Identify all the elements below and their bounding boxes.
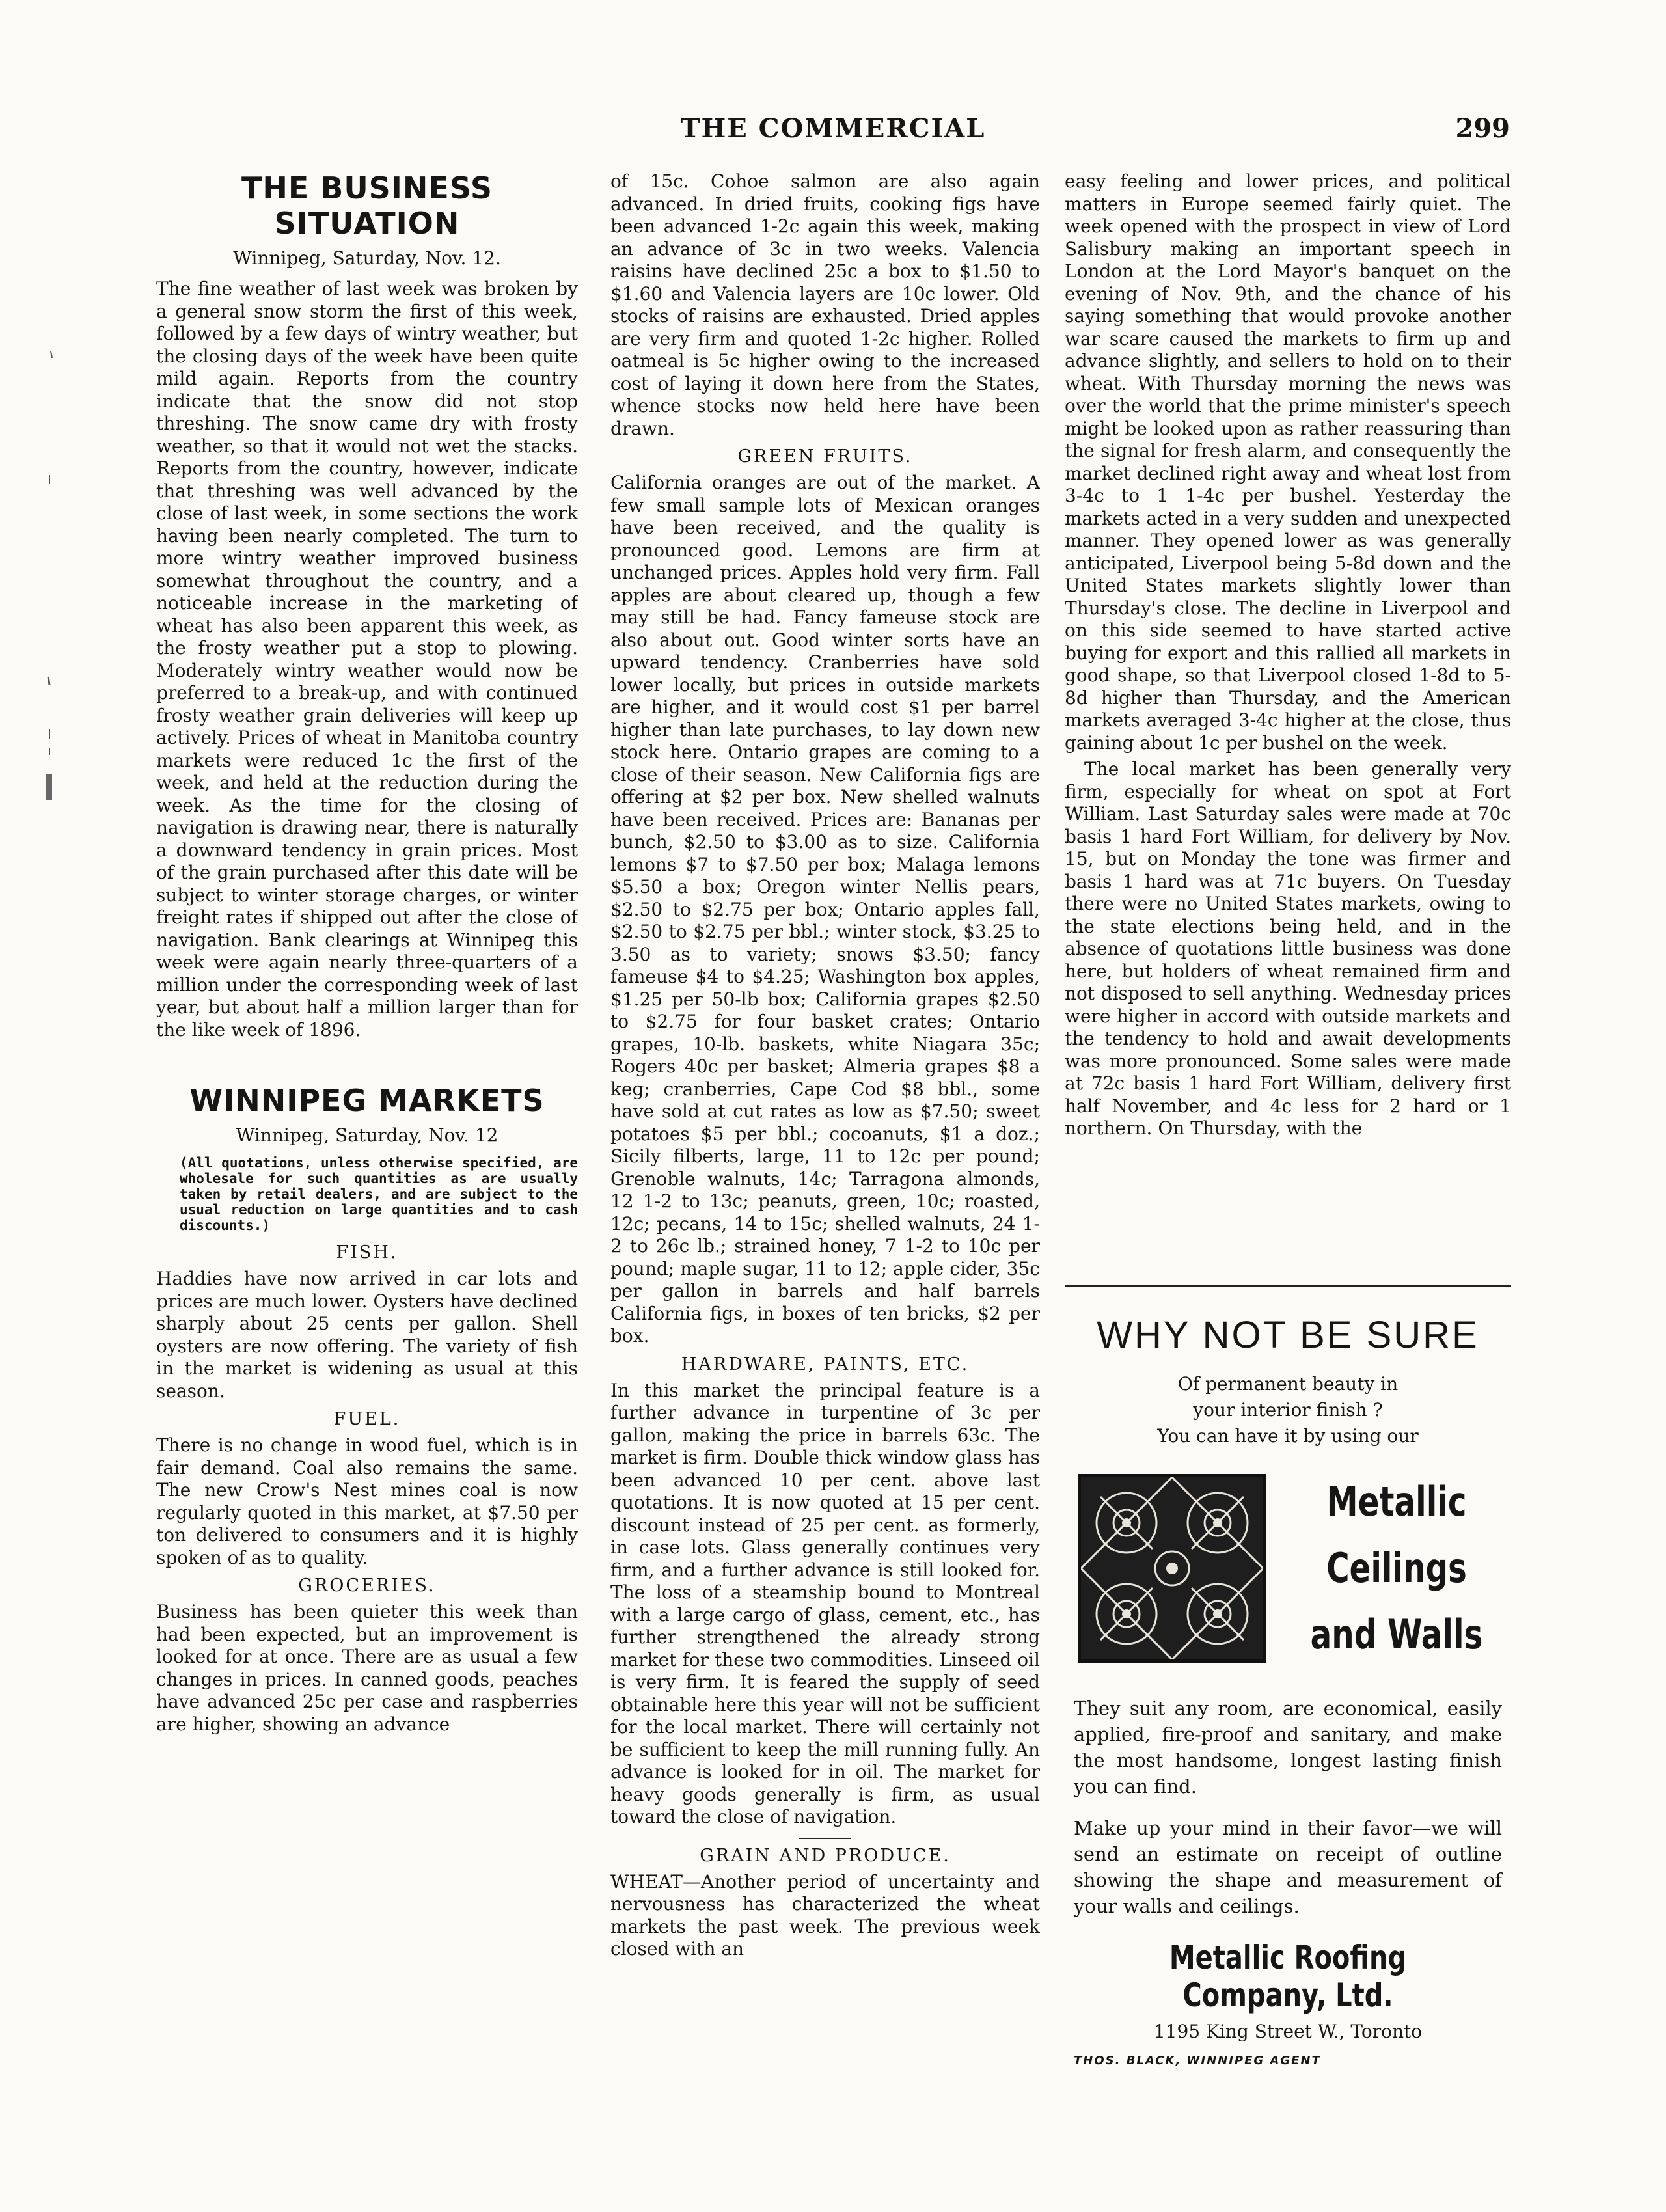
fuel-text: There is no change in wood fuel, which is in fair demand. Coal also remains the same. The new Crow's Nest mines coal is now regularly quoted in this market, at $7.50 per ton delivered to consumers and it is highly spoken of as to quality.: [156, 1434, 578, 1568]
section-gap: [156, 1045, 578, 1083]
margin-marks-icon: [36, 325, 62, 846]
local-market-text: The local market has been generally very firm, especially for wheat on spot at Fort William. Last Saturday sales were made at 70c basis 1 hard Fort William, for delivery by Nov. 15, but on Monday the tone was firmer and basis 1 hard was at 71c buyers. On Tuesday there were no United States markets, owing to the state elections being held, and in the absence of quotations little business was done here, but holders of wheat remained firm and not disposed to sell anything. Wednesday prices were higher in accord with outside markets and the tendency to hold and await developments was more pronounced. Some sales were made at 72c basis 1 hard Fort William, delivery first half November, and 4c less for 2 hard or 1 northern. On Thursday, with the: [1065, 758, 1511, 1139]
pressed-tin-ceiling-pattern-icon: [1078, 1474, 1266, 1663]
ad-agent: THOS. BLACK, WINNIPEG AGENT: [1074, 2054, 1321, 2068]
green-fruits-text: California oranges are out of the market. A few small sample lots of Mexican oranges have been received, and the quality is pronounced good. Lemons are firm at unchanged prices. Apples hold very firm. Fall apples are about cleared up, though a few may still be had. Fancy fameuse stock are also about out. Good winter sorts have an upward tendency. Cranberries have sold lower locally, but prices in outside markets are higher, and it would cost $1 per barrel higher than late purchases, to lay down new stock here. Ontario grapes are coming to a close of their season. New California figs are offering at $2 per box. New shelled walnuts have been received. Prices are: Bananas per bunch, $2.50 to $3.00 as to size. California lemons $7 to $7.50 per box; Malaga lemons $5.50 a box; Oregon winter Nellis pears, $2.50 to $2.75 per box; Ontario apples fall, $2.50 to $2.75 per bbl.; winter stock, $3.25 to 3.50 as to variety; snows $3.50; fancy fameuse $4 to $4.25; Washington box apples, $1.25 per 50-lb box; California grapes $2.50 to $2.75 for four basket crates; Ontario grapes, 10-lb. baskets, white Niagara 35c; Rogers 40c per basket; Almeria grapes $8 a keg; cranberries, Cape Cod $8 bbl., some have sold at cut rates as low as $7.50; sweet potatoes $5 per bbl.; cocoanuts, $1 a doz.; Sicily filberts, large, 11 to 12c per pound; Grenoble walnuts, 14c; Tarragona almonds, 12 1-2 to 13c; peanuts, green, 10c; roasted, 12c; pecans, 14 to 15c; shelled walnuts, 24 1-2 to 26c lb.; strained honey, 7 1-2 to 10c per pound; maple sugar, 11 to 12; apple cider, 35c per gallon in barrels and half barrels California figs, in boxes of ten bricks, $2 per box.: [610, 472, 1040, 1346]
grain-produce-subheading: GRAIN AND PRODUCE.: [700, 1845, 951, 1866]
business-situation-dateline: Winnipeg, Saturday, Nov. 12.: [233, 247, 501, 269]
ad-body-paragraph-1: They suit any room, are economical, easily applied, fire-proof and sanitary, and make the most handsome, longest lasting finish you can find.: [1074, 1697, 1502, 1797]
ad-body: [1074, 1695, 1502, 1919]
fish-text: Haddies have now arrived in car lots and prices are much lower. Oysters have declined sharply about 25 cents per gallon. Shell oysters are now offering. The variety of fish in the market is widening as usual at this season.: [156, 1268, 578, 1402]
green-fruits-subheading: GREEN FRUITS.: [737, 446, 913, 467]
ad-product-line-2: Ceilings: [1326, 1544, 1467, 1592]
ad-lead: [1065, 1371, 1511, 1449]
ad-lead-line-1: Of permanent beauty in: [1177, 1373, 1399, 1395]
business-situation-text: The fine weather of last week was broken by a general snow storm the first of this week, followed by a few days of wintry weather, but the closing days of the week have been quite mild again. Reports from the country indicate that the snow did not stop threshing. The snow came dry with frosty weather, so that it would not wet the stacks. Reports from the country, however, indicate that threshing was well advanced by the close of last week, in some sections the work having been nearly completed. The turn to more wintry weather improved business somewhat throughout the country, and a noticeable increase in the marketing of wheat has also been apparent this week, as the frosty weather put a stop to plowing. Moderately wintry weather would now be preferred to a break-up, and with continued frosty weather grain deliveries will keep up actively. Prices of wheat in Manitoba country markets were reduced 1c the first of the week, and held at the reduction during the week. As the time for the closing of navigation is drawing near, there is naturally a downward tendency in grain prices. Most of the grain purchased after this date will be subject to winter storage charges, or winter freight rates if shipped out after the close of navigation. Bank clearings at Winnipeg this week were again nearly three-quarters of a million under the corresponding week of last year, but about half a million larger than for the like week of 1896.: [156, 278, 578, 1041]
column-1: [156, 171, 578, 1973]
hardware-subheading: HARDWARE, PAINTS, ETC.: [681, 1354, 970, 1374]
business-situation-heading: THE BUSINESS SITUATION: [241, 171, 493, 241]
grain-produce-text: WHEAT—Another period of uncertainty and nervousness has characterized the wheat markets the past week. The previous week closed with an: [610, 1870, 1040, 1959]
page-number: 299: [1455, 113, 1510, 144]
ad-product-name: [1310, 1469, 1482, 1668]
ad-address: 1195 King Street W., Toronto: [1153, 2021, 1423, 2042]
page-header: [156, 109, 1510, 148]
winnipeg-markets-dateline: Winnipeg, Saturday, Nov. 12: [236, 1125, 498, 1146]
margin-marks: [36, 325, 62, 846]
ad-headline: WHY NOT BE SURE: [1097, 1314, 1479, 1356]
winnipeg-markets-heading: WINNIPEG MARKETS: [189, 1083, 545, 1118]
grain-continued-text: easy feeling and lower prices, and political matters in Europe seemed fairly quiet. The week opened with the prospect in view of Lord Salisbury making an important speech in London at the Lord Mayor's banquet on the evening of Nov. 9th, and the chance of his saying something that would provoke another war scare caused the markets to firm up and advance slightly, and sellers to hold on to their wheat. With Thursday morning the news was over the world that the prime minister's speech might be looked upon as rather reassuring than the signal for fresh alarm, and consequently the market declined right away and wheat lost from 3-4c to 1 1-4c per bushel. Yesterday the markets acted in a very sudden and unexpected manner. They opened lower as was generally anticipated, Liverpool being 5-8d down and the United States markets slightly lower than Thursday's close. The decline in Liverpool and on this side seemed to have started active buying for export and this rallied all markets in good shape, so that Liverpool closed 1-8d to 5-8d higher than Thursday, and the American markets averaged 3-4c higher at the close, thus gaining about 1c per bushel on the week.: [1065, 171, 1511, 754]
ad-product-line-3: and Walls: [1310, 1611, 1483, 1658]
fuel-subheading: FUEL.: [333, 1409, 401, 1429]
running-title: THE COMMERCIAL: [680, 113, 986, 144]
fish-subheading: FISH.: [336, 1242, 398, 1263]
ad-company-name: Metallic Roofing Company, Ltd.: [1169, 1939, 1407, 2014]
metallic-ceilings-advertisement: [1065, 1295, 1511, 2076]
ad-product-line-1: Metallic: [1326, 1478, 1467, 1525]
groceries-text: Business has been quieter this week than had been expected, but an improvement is looked for at once. There are as usual a few changes in prices. In canned goods, peaches have advanced 25c per case and raspberries are higher, showing an advance: [156, 1601, 578, 1735]
column-2: [610, 171, 1040, 2110]
ad-lead-line-3: You can have it by using our: [1157, 1425, 1419, 1447]
column-3: [1065, 171, 1511, 1238]
ad-body-paragraph-2: Make up your mind in their favor—we will send an estimate on receipt of outline showing the shape and measurement of your walls and ceilings.: [1074, 1817, 1502, 1917]
advertisement-rule: [1065, 1285, 1511, 1287]
section-divider: [799, 1838, 851, 1839]
quotations-note: (All quotations, unless otherwise specified, are wholesale for such quantities as are usually taken by retail dealers, and are subject to the usual reduction on large quantities and to cash discounts.): [180, 1155, 578, 1233]
groceries-continued-text: of 15c. Cohoe salmon are also again advanced. In dried fruits, cooking figs have been advanced 1-2c again this week, making an advance of 3c in two weeks. Valencia raisins have declined 25c a box to $1.50 to $1.60 and Valencia layers are 10c lower. Old stocks of raisins are exhausted. Dried apples are very firm and quoted 1-2c higher. Rolled oatmeal is 5c higher owing to the increased cost of laying it down here from the States, whence stocks now held here have been drawn.: [610, 171, 1040, 439]
ad-lead-line-2: your interior finish ?: [1193, 1399, 1383, 1421]
hardware-text: In this market the principal feature is a further advance in turpentine of 3c per gallon, making the price in barrels 63c. The market is firm. Double thick window glass has been advanced 10 per cent. above last quotations. It is now quoted at 15 per cent. discount instead of 25 per cent. as formerly, in case lots. Glass generally continues very firm, and a further advance is still looked for. The loss of a steamship bound to Montreal with a large cargo of glass, cement, etc., has further strengthened the already strong market for these two commodities. Linseed oil is very firm. It is feared the supply of seed obtainable here this year will not be sufficient for the local market. There will certainly not be sufficient to keep the mill running fully. An advance is looked for in oil. The market for heavy goods generally is firm, as usual toward the close of navigation.: [610, 1379, 1040, 1827]
groceries-subheading: GROCERIES.: [298, 1576, 436, 1596]
ad-product-block: [1065, 1474, 1511, 1669]
